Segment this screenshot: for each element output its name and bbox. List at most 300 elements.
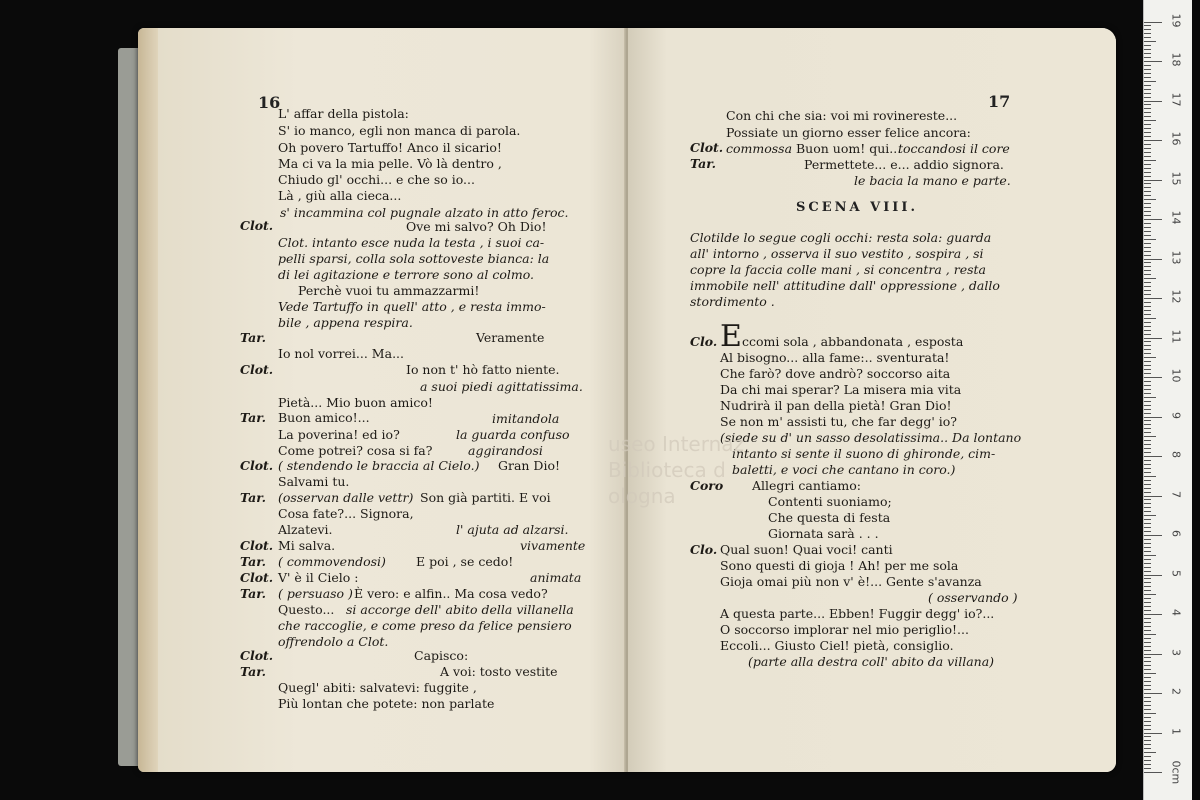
stage-direction: (parte alla destra coll' abito da villana) <box>748 654 995 669</box>
ruler-minor-tick <box>1144 578 1151 579</box>
stage-direction: di lei agitazione e terrore sono al colmo. <box>278 267 534 282</box>
ruler-minor-tick <box>1144 89 1151 90</box>
ruler-tick <box>1144 575 1162 576</box>
ruler-minor-tick <box>1144 752 1156 753</box>
ruler-minor-tick <box>1144 310 1151 311</box>
speaker-label: Clot. <box>240 458 274 473</box>
ruler-minor-tick <box>1144 705 1151 706</box>
ruler-minor-tick <box>1144 270 1151 271</box>
ruler-minor-tick <box>1144 183 1151 184</box>
ruler-minor-tick <box>1144 373 1151 374</box>
text-line: Mi salva. <box>278 538 336 553</box>
text-line: Contenti suoniamo; <box>768 494 892 509</box>
ruler-minor-tick <box>1144 492 1151 493</box>
speaker-label: Tar. <box>240 490 266 505</box>
ruler-minor-tick <box>1144 227 1151 228</box>
ruler-minor-tick <box>1144 314 1151 315</box>
text-line: Se non m' assisti tu, che far degg' io? <box>720 414 957 429</box>
ruler-minor-tick <box>1144 353 1151 354</box>
text-line: Son già partiti. E voi <box>420 490 551 505</box>
ruler-minor-tick <box>1144 436 1156 437</box>
ruler-minor-tick <box>1144 764 1151 765</box>
stage-direction: si accorge dell' abito della villanella <box>346 602 574 617</box>
speaker-label: Tar. <box>690 156 716 171</box>
text-line: La poverina! ed io? <box>278 427 400 442</box>
ruler-minor-tick <box>1144 318 1156 319</box>
ruler-tick <box>1144 614 1162 615</box>
text-line: A voi: tosto vestite <box>440 664 558 679</box>
ruler-minor-tick <box>1144 689 1151 690</box>
ruler-minor-tick <box>1144 428 1151 429</box>
ruler-minor-tick <box>1144 677 1151 678</box>
text-line: Sono questi di gioja ! Ah! per me sola <box>720 558 959 573</box>
ruler-minor-tick <box>1144 709 1151 710</box>
ruler-minor-tick <box>1144 590 1151 591</box>
ruler-minor-tick <box>1144 393 1151 394</box>
ruler-tick <box>1144 772 1162 773</box>
ruler-minor-tick <box>1144 468 1151 469</box>
ruler-label: 0cm <box>1169 760 1183 785</box>
measuring-ruler <box>1143 0 1192 800</box>
ruler-label: 18 <box>1169 52 1183 67</box>
text-line: Chiudo gl' occhi... e che so io... <box>278 172 475 187</box>
text-line: Questo... <box>278 602 335 617</box>
page-edges <box>138 28 160 772</box>
ruler-minor-tick <box>1144 721 1151 722</box>
ruler-minor-tick <box>1144 361 1151 362</box>
ruler-label: 1 <box>1169 727 1183 735</box>
stage-direction: Clotilde lo segue cogli occhi: resta sola: guarda <box>690 230 992 245</box>
ruler-tick <box>1144 377 1162 378</box>
ruler-minor-tick <box>1144 65 1151 66</box>
ruler-label: 3 <box>1169 648 1183 656</box>
ruler-tick <box>1144 140 1162 141</box>
ruler-label: 9 <box>1169 411 1183 419</box>
ruler-minor-tick <box>1144 476 1156 477</box>
ruler-minor-tick <box>1144 634 1156 635</box>
ruler-minor-tick <box>1144 413 1151 414</box>
ruler-minor-tick <box>1144 215 1151 216</box>
text-line: Quegl' abiti: salvatevi: fuggite , <box>278 680 477 695</box>
text-line: V' è il Cielo : <box>278 570 359 585</box>
ruler-label: 17 <box>1169 92 1183 106</box>
ruler-minor-tick <box>1144 729 1151 730</box>
ruler-minor-tick <box>1144 507 1151 508</box>
ruler-minor-tick <box>1144 164 1151 165</box>
ruler-minor-tick <box>1144 511 1151 512</box>
ruler-tick <box>1144 259 1162 260</box>
ruler-minor-tick <box>1144 630 1151 631</box>
ruler-minor-tick <box>1144 235 1151 236</box>
text-line: Alzatevi. <box>278 522 333 537</box>
speaker-label: Tar. <box>240 586 266 601</box>
ruler-minor-tick <box>1144 168 1151 169</box>
text-line: Gran Dio! <box>498 458 561 473</box>
ruler-minor-tick <box>1144 669 1151 670</box>
ruler-minor-tick <box>1144 49 1151 50</box>
text-line: Oh povero Tartuffo! Anco il sicario! <box>278 140 502 155</box>
ruler-tick <box>1144 338 1162 339</box>
ruler-minor-tick <box>1144 223 1151 224</box>
ruler-label: 7 <box>1169 490 1183 498</box>
stage-direction: (siede su d' un sasso desolatissima.. Da lontano <box>720 430 1022 445</box>
ruler-minor-tick <box>1144 290 1151 291</box>
ruler-minor-tick <box>1144 582 1151 583</box>
stage-direction: immobile nell' attitudine dall' oppressione , dallo <box>690 278 1000 293</box>
ruler-minor-tick <box>1144 45 1151 46</box>
ruler-minor-tick <box>1144 239 1156 240</box>
stage-direction: ( stendendo le braccia al Cielo.) <box>278 458 480 473</box>
text-line: Più lontan che potete: non parlate <box>278 696 495 711</box>
ruler-minor-tick <box>1144 673 1156 674</box>
ruler-minor-tick <box>1144 452 1151 453</box>
ruler-minor-tick <box>1144 681 1151 682</box>
ruler-minor-tick <box>1144 29 1151 30</box>
speaker-label: Tar. <box>240 410 266 425</box>
text-line: Al bisogno... alla fame:.. sventurata! <box>720 350 950 365</box>
ruler-minor-tick <box>1144 53 1151 54</box>
ruler-minor-tick <box>1144 701 1151 702</box>
ruler-minor-tick <box>1144 756 1151 757</box>
ruler-label: 15 <box>1169 171 1183 185</box>
stage-direction: pelli sparsi, colla sola sottoveste bianca: la <box>278 251 550 266</box>
text-line: S' io manco, egli non manca di parola. <box>278 123 521 138</box>
left-page-number: 16 <box>258 93 281 112</box>
stage-direction: baletti, e voci che cantano in coro.) <box>732 462 956 477</box>
ruler-minor-tick <box>1144 551 1151 552</box>
library-stamp <box>608 431 744 509</box>
stage-direction: l' ajuta ad alzarsi. <box>456 522 569 537</box>
ruler-minor-tick <box>1144 120 1156 121</box>
speaker-label: Clot. <box>240 362 274 377</box>
ruler-minor-tick <box>1144 440 1151 441</box>
ruler-minor-tick <box>1144 73 1151 74</box>
text-line: Gioja omai più non v' è!... Gente s'avanza <box>720 574 982 589</box>
text-line: Buon uom! qui... <box>796 141 902 156</box>
ruler-minor-tick <box>1144 41 1156 42</box>
ruler-minor-tick <box>1144 369 1151 370</box>
ruler-minor-tick <box>1144 638 1151 639</box>
ruler-minor-tick <box>1144 543 1151 544</box>
speaker-label: Tar. <box>240 554 266 569</box>
ruler-minor-tick <box>1144 527 1151 528</box>
stamp-line: ologna <box>608 484 676 508</box>
ruler-minor-tick <box>1144 646 1151 647</box>
ruler-label: 8 <box>1169 451 1183 458</box>
text-line: A questa parte... Ebben! Fuggir degg' io?... <box>720 606 995 621</box>
text-line: Eccoli... Giusto Ciel! pietà, consiglio. <box>720 638 954 653</box>
stage-direction: le bacia la mano e parte. <box>854 173 1011 188</box>
ruler-minor-tick <box>1144 661 1151 662</box>
text-line: Capisco: <box>414 648 469 663</box>
ruler-minor-tick <box>1144 266 1151 267</box>
stage-direction: aggirandosi <box>468 443 543 458</box>
ruler-minor-tick <box>1144 33 1151 34</box>
text-line: Possiate un giorno esser felice ancora: <box>726 125 971 140</box>
speaker-label: Tar. <box>240 330 266 345</box>
ruler-minor-tick <box>1144 199 1156 200</box>
ruler-label: 6 <box>1169 530 1183 537</box>
text-line: Io non t' hò fatto niente. <box>406 362 560 377</box>
ruler-minor-tick <box>1144 432 1151 433</box>
stage-direction: Vede Tartuffo in quell' atto , e resta immo- <box>278 299 546 314</box>
ruler-tick <box>1144 456 1162 457</box>
ruler-minor-tick <box>1144 725 1151 726</box>
ruler-minor-tick <box>1144 255 1151 256</box>
ruler-minor-tick <box>1144 302 1151 303</box>
ruler-minor-tick <box>1144 274 1151 275</box>
ruler-minor-tick <box>1144 156 1151 157</box>
ruler-minor-tick <box>1144 326 1151 327</box>
text-line: Buon amico!... <box>278 410 370 425</box>
stage-direction: s' incammina col pugnale alzato in atto feroc. <box>280 205 569 220</box>
speaker-label: Clot. <box>240 218 274 233</box>
ruler-minor-tick <box>1144 357 1156 358</box>
ruler-minor-tick <box>1144 586 1151 587</box>
ruler-minor-tick <box>1144 665 1151 666</box>
ruler-minor-tick <box>1144 760 1151 761</box>
stage-direction: toccandosi il core <box>898 141 1010 156</box>
text-line: È vero: e alfin.. Ma cosa vedo? <box>354 586 548 601</box>
speaker-label: Clot. <box>240 648 274 663</box>
ruler-minor-tick <box>1144 523 1151 524</box>
ruler-minor-tick <box>1144 160 1156 161</box>
ruler-minor-tick <box>1144 278 1156 279</box>
drop-cap: E <box>720 319 742 354</box>
right-page <box>628 28 1116 772</box>
ruler-minor-tick <box>1144 697 1151 698</box>
stage-direction: bile , appena respira. <box>278 315 413 330</box>
scene-heading: SCENA VIII. <box>796 200 918 215</box>
ruler-tick <box>1144 61 1162 62</box>
ruler-minor-tick <box>1144 460 1151 461</box>
ruler-minor-tick <box>1144 571 1151 572</box>
ruler-label: 16 <box>1169 131 1183 146</box>
ruler-minor-tick <box>1144 104 1151 105</box>
ruler-tick <box>1144 417 1162 418</box>
text-line: Veramente <box>476 330 545 345</box>
stage-direction: offrendolo a Clot. <box>278 634 389 649</box>
ruler-minor-tick <box>1144 547 1151 548</box>
stage-direction: a suoi piedi agittatissima. <box>420 379 583 394</box>
ruler-minor-tick <box>1144 555 1156 556</box>
ruler-minor-tick <box>1144 306 1151 307</box>
ruler-tick <box>1144 693 1162 694</box>
stage-direction: ( persuaso ) <box>278 586 353 601</box>
text-line: Cosa fate?... Signora, <box>278 506 414 521</box>
ruler-minor-tick <box>1144 642 1151 643</box>
ruler-minor-tick <box>1144 211 1151 212</box>
ruler-minor-tick <box>1144 602 1151 603</box>
ruler-minor-tick <box>1144 488 1151 489</box>
text-line: O soccorso implorar nel mio periglio!... <box>720 622 969 637</box>
ruler-tick <box>1144 298 1162 299</box>
ruler-minor-tick <box>1144 503 1151 504</box>
text-line: E poi , se cedo! <box>416 554 514 569</box>
ruler-minor-tick <box>1144 405 1151 406</box>
ruler-minor-tick <box>1144 539 1151 540</box>
text-line: Giornata sarà . . . <box>768 526 879 541</box>
open-book <box>138 28 1116 772</box>
ruler-minor-tick <box>1144 187 1151 188</box>
ruler-minor-tick <box>1144 567 1151 568</box>
left-page <box>158 28 626 772</box>
ruler-tick <box>1144 535 1162 536</box>
ruler-minor-tick <box>1144 464 1151 465</box>
ruler-minor-tick <box>1144 172 1151 173</box>
text-line: Con chi che sia: voi mi rovinereste... <box>726 108 958 123</box>
ruler-minor-tick <box>1144 594 1156 595</box>
text-line: ccomi sola , abbandonata , esposta <box>742 334 964 349</box>
speaker-label: Clot. <box>240 570 274 585</box>
ruler-minor-tick <box>1144 231 1151 232</box>
ruler-tick <box>1144 733 1162 734</box>
text-line: Ma ci va la mia pelle. Vò là dentro , <box>278 156 502 171</box>
ruler-minor-tick <box>1144 499 1151 500</box>
text-line: Che questa di festa <box>768 510 891 525</box>
ruler-minor-tick <box>1144 81 1156 82</box>
ruler-minor-tick <box>1144 365 1151 366</box>
ruler-minor-tick <box>1144 480 1151 481</box>
stage-direction: la guarda confuso <box>456 427 570 442</box>
speaker-label: Clo. <box>690 334 718 349</box>
ruler-minor-tick <box>1144 243 1151 244</box>
ruler-minor-tick <box>1144 294 1151 295</box>
stage-direction: imitandola <box>492 411 560 426</box>
ruler-tick <box>1144 101 1162 102</box>
ruler-minor-tick <box>1144 420 1151 421</box>
stage-direction: ( osservando ) <box>928 590 1018 605</box>
stamp-line: Biblioteca d <box>608 458 726 482</box>
ruler-label: 14 <box>1169 210 1183 225</box>
ruler-minor-tick <box>1144 448 1151 449</box>
speaker-label: Clot. <box>240 538 274 553</box>
ruler-minor-tick <box>1144 389 1151 390</box>
ruler-label: 11 <box>1169 329 1183 343</box>
ruler-minor-tick <box>1144 77 1151 78</box>
speaker-label: Clot. <box>690 140 724 155</box>
ruler-minor-tick <box>1144 559 1151 560</box>
ruler-minor-tick <box>1144 37 1151 38</box>
ruler-minor-tick <box>1144 401 1151 402</box>
ruler-minor-tick <box>1144 444 1151 445</box>
ruler-minor-tick <box>1144 484 1151 485</box>
ruler-minor-tick <box>1144 69 1151 70</box>
ruler-minor-tick <box>1144 176 1151 177</box>
ruler-minor-tick <box>1144 195 1151 196</box>
stage-direction: (osservan dalle vettr) <box>278 490 414 505</box>
ruler-label: 19 <box>1169 13 1183 27</box>
ruler-minor-tick <box>1144 397 1156 398</box>
ruler-minor-tick <box>1144 424 1151 425</box>
ruler-tick <box>1144 22 1162 23</box>
ruler-minor-tick <box>1144 622 1151 623</box>
right-page-number: 17 <box>988 92 1011 111</box>
ruler-minor-tick <box>1144 262 1151 263</box>
ruler-minor-tick <box>1144 606 1151 607</box>
ruler-minor-tick <box>1144 740 1151 741</box>
text-line: Perchè vuoi tu ammazzarmi! <box>298 283 480 298</box>
ruler-minor-tick <box>1144 144 1151 145</box>
text-line: Qual suon! Quai voci! canti <box>720 542 893 557</box>
ruler-minor-tick <box>1144 341 1151 342</box>
ruler-minor-tick <box>1144 247 1151 248</box>
ruler-tick <box>1144 180 1162 181</box>
ruler-minor-tick <box>1144 626 1151 627</box>
ruler-tick <box>1144 654 1162 655</box>
text-line: Da chi mai sperar? La misera mia vita <box>720 382 962 397</box>
ruler-minor-tick <box>1144 744 1151 745</box>
text-line: Come potrei? cosa si fa? <box>278 443 433 458</box>
ruler-minor-tick <box>1144 112 1151 113</box>
ruler-tick <box>1144 496 1162 497</box>
ruler-label: 12 <box>1169 289 1183 304</box>
ruler-minor-tick <box>1144 768 1151 769</box>
ruler-minor-tick <box>1144 108 1151 109</box>
ruler-minor-tick <box>1144 650 1151 651</box>
ruler-minor-tick <box>1144 610 1151 611</box>
ruler-minor-tick <box>1144 618 1151 619</box>
ruler-minor-tick <box>1144 93 1151 94</box>
stage-direction: all' intorno , osserva il suo vestito , sospira , si <box>690 246 984 261</box>
text-line: Io nol vorrei... Ma... <box>278 346 404 361</box>
ruler-minor-tick <box>1144 85 1151 86</box>
ruler-minor-tick <box>1144 349 1151 350</box>
ruler-minor-tick <box>1144 251 1151 252</box>
ruler-minor-tick <box>1144 472 1151 473</box>
ruler-minor-tick <box>1144 381 1151 382</box>
ruler-minor-tick <box>1144 124 1151 125</box>
ruler-minor-tick <box>1144 345 1151 346</box>
ruler-tick <box>1144 219 1162 220</box>
stage-direction: vivamente <box>520 538 586 553</box>
ruler-minor-tick <box>1144 282 1151 283</box>
stage-direction: copre la faccia colle mani , si concentra , resta <box>690 262 987 277</box>
ruler-minor-tick <box>1144 748 1151 749</box>
ruler-minor-tick <box>1144 598 1151 599</box>
stamp-line: useo Internaz <box>608 432 745 456</box>
text-line: Permettete... e... addio signora. <box>804 157 1004 172</box>
ruler-minor-tick <box>1144 128 1151 129</box>
ruler-minor-tick <box>1144 409 1151 410</box>
ruler-minor-tick <box>1144 25 1151 26</box>
ruler-minor-tick <box>1144 563 1151 564</box>
stage-direction: Clot. intanto esce nuda la testa , i suoi ca- <box>278 235 545 250</box>
ruler-minor-tick <box>1144 203 1151 204</box>
ruler-minor-tick <box>1144 717 1151 718</box>
ruler-minor-tick <box>1144 207 1151 208</box>
ruler-minor-tick <box>1144 385 1151 386</box>
ruler-minor-tick <box>1144 322 1151 323</box>
ruler-minor-tick <box>1144 136 1151 137</box>
speaker-label: Clo. <box>690 542 718 557</box>
ruler-label: 4 <box>1169 609 1183 616</box>
ruler-minor-tick <box>1144 685 1151 686</box>
stage-direction: che raccoglie, e come preso da felice pensiero <box>278 618 572 633</box>
ruler-minor-tick <box>1144 191 1151 192</box>
ruler-minor-tick <box>1144 57 1151 58</box>
ruler-minor-tick <box>1144 334 1151 335</box>
speaker-label: Coro <box>690 478 724 493</box>
ruler-minor-tick <box>1144 148 1151 149</box>
ruler-minor-tick <box>1144 736 1151 737</box>
ruler-minor-tick <box>1144 713 1156 714</box>
stage-direction: animata <box>530 570 582 585</box>
ruler-minor-tick <box>1144 116 1151 117</box>
text-line: L' affar della pistola: <box>278 106 409 121</box>
stage-direction: intanto si sente il suono di ghironde, cim- <box>732 446 996 461</box>
ruler-label: 2 <box>1169 688 1183 695</box>
